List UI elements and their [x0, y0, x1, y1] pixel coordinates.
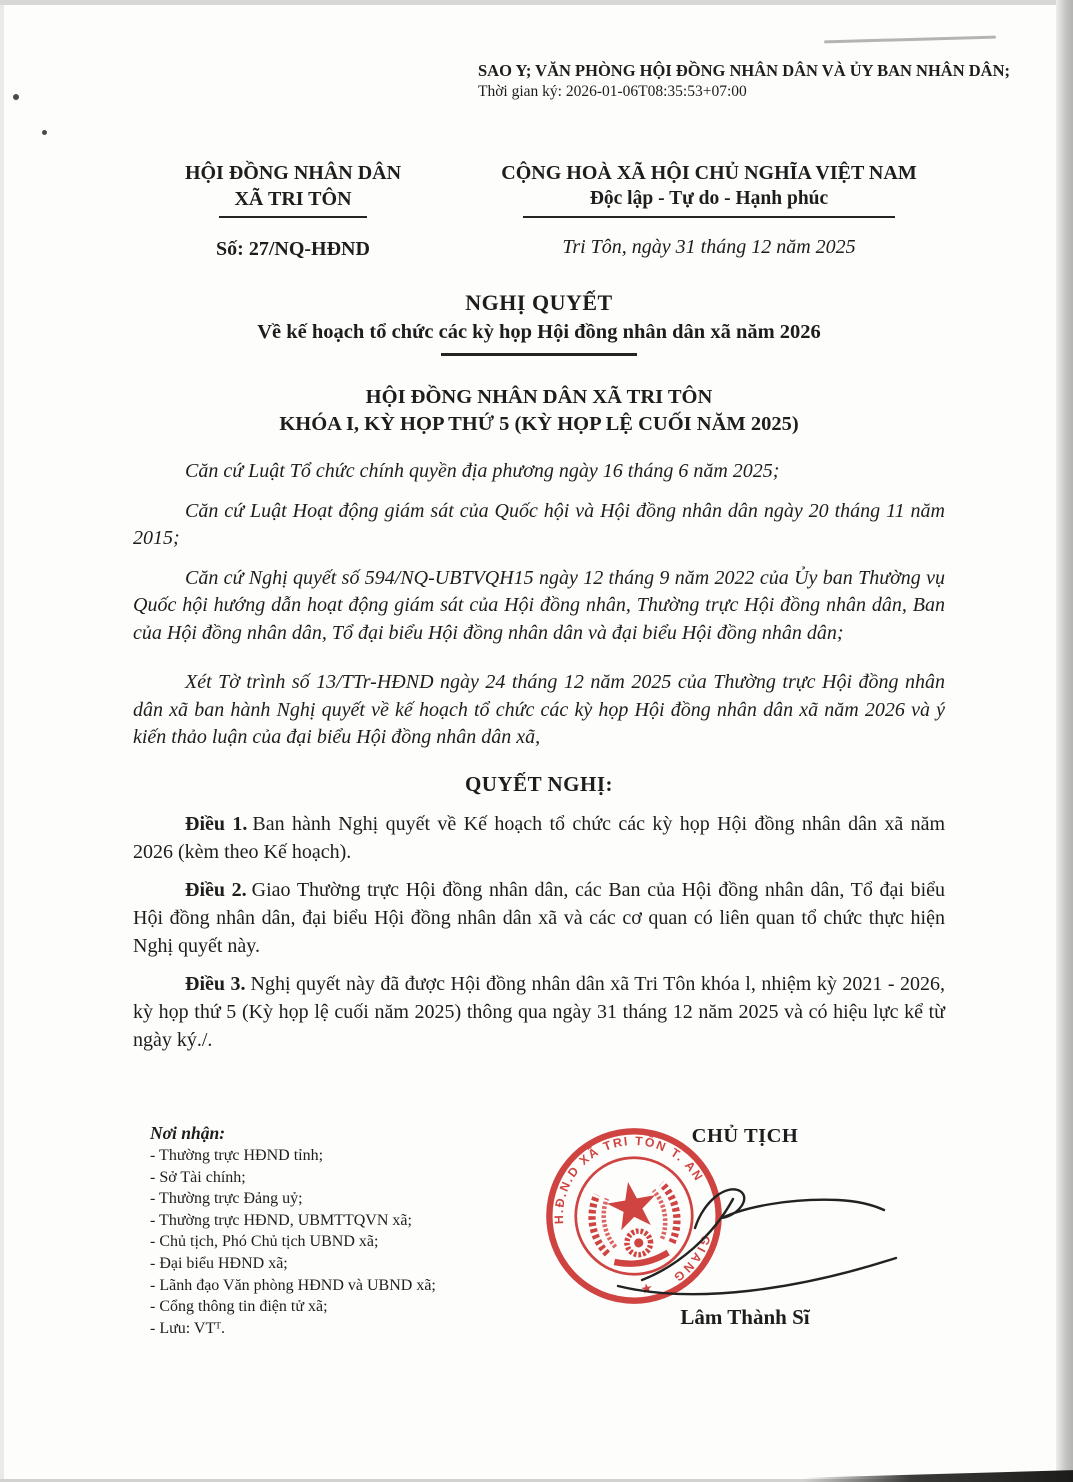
article-1 — [133, 810, 945, 866]
article-3-label: Điều 3. — [185, 972, 246, 995]
certification-text: SAO Y; VĂN PHÒNG HỘI ĐỒNG NHÂN DÂN VÀ ỦY BAN NHÂN DÂN; — [478, 61, 1010, 80]
recipient-item: - Chủ tịch, Phó Chủ tịch UBND xã; — [150, 1233, 379, 1251]
preamble-paragraph: Căn cứ Luật Hoạt động giám sát của Quốc hội và Hội đồng nhân dân ngày 20 tháng 11 năm 2015; — [133, 499, 945, 549]
scan-edge-top — [0, 0, 1073, 5]
national-title: CỘNG HOÀ XÃ HỘI CHỦ NGHĨA VIỆT NAM — [501, 162, 917, 184]
preamble-paragraph: Căn cứ Nghị quyết số 594/NQ-UBTVQH15 ngày 12 tháng 9 năm 2022 của Ủy ban Thường vụ Quốc hội hướng dẫn hoạt động giám sát của Hội đồng nhân, Thường trực Hội đồng nhân dân, Ban của Hội đồng nhân dân, Tổ đại biểu Hội đồng nhân dân và đại biểu Hội đồng nhân dân; — [133, 566, 945, 644]
article-2-text: Giao Thường trực Hội đồng nhân dân, các Ban của Hội đồng nhân dân, Tổ đại biểu Hội đồng nhân dân, đại biểu Hội đồng nhân dân xã và các cơ quan có liên quan tổ chức thực hiện Nghị quyết này. — [133, 878, 945, 957]
council-session-heading — [133, 384, 945, 438]
handwritten-signature — [600, 1158, 910, 1308]
scan-smudge — [824, 36, 996, 44]
article-1-label: Điều 1. — [185, 812, 248, 835]
certification-signing-time: Thời gian ký: 2026-01-06T08:35:53+07:00 — [478, 83, 747, 100]
articles — [133, 810, 945, 1054]
recipient-item: - Thường trực Đảng uỷ; — [150, 1190, 303, 1208]
scan-edge-left — [0, 5, 4, 1482]
article-2 — [133, 876, 945, 960]
recipient-item: - Sở Tài chính; — [150, 1168, 246, 1186]
article-1-text: Ban hành Nghị quyết về Kế hoạch tổ chức các kỳ họp Hội đồng nhân dân xã năm 2026 (kèm theo Kế hoạch). — [133, 812, 946, 863]
preamble — [133, 458, 945, 752]
place-and-date: Tri Tôn, ngày 31 tháng 12 năm 2025 — [562, 236, 856, 258]
scan-corner-shadow — [803, 1468, 1073, 1482]
seal-ring-text: H.Đ.N.D XÃ TRI TÔN T. AN — [551, 1133, 707, 1225]
document-number: Số: 27/NQ-HĐND — [216, 238, 370, 260]
recipient-item: - Thường trực HĐND tỉnh; — [150, 1147, 324, 1164]
digital-certification-block — [478, 60, 1053, 102]
recipients-heading: Nơi nhận: — [150, 1123, 226, 1143]
national-subtitle: Độc lập - Tự do - Hạnh phúc — [589, 188, 829, 209]
document-type-title: NGHỊ QUYẾT — [465, 290, 613, 315]
issuing-authority — [133, 160, 453, 261]
scan-speck — [13, 94, 19, 100]
recipient-item: - Lãnh đạo Văn phòng HĐND và UBND xã; — [150, 1276, 436, 1294]
preamble-paragraph: Xét Tờ trình số 13/TTr-HĐND ngày 24 tháng 12 năm 2025 của Thường trực Hội đồng nhân dân xã ban hành Nghị quyết về kế hoạch tổ chức các kỳ họp Hội đồng nhân dân xã năm 2026 và ý kiến thảo luận của đại biểu Hội đồng nhân dân xã, — [133, 671, 945, 748]
scan-edge-right — [1056, 0, 1073, 1482]
signature-graphic — [600, 1158, 910, 1308]
recipient-item: - Lưu: VTᵀ. — [150, 1319, 226, 1337]
resolve-heading: QUYẾT NGHỊ: — [464, 771, 614, 796]
council-name: HỘI ĐỒNG NHÂN DÂN XÃ TRI TÔN — [365, 386, 713, 408]
document-subject: Về kế hoạch tổ chức các kỳ họp Hội đồng nhân dân xã năm 2026 — [257, 321, 821, 343]
seal-star-bottom: ★ — [639, 1280, 655, 1298]
preamble-paragraph: Căn cứ Luật Tổ chức chính quyền địa phương ngày 16 tháng 6 năm 2025; — [185, 460, 780, 482]
national-motto — [473, 160, 945, 259]
seal-bottom-text: GIANG — [669, 1233, 714, 1286]
signer-name: Lâm Thành Sĩ — [680, 1305, 810, 1329]
document-header — [133, 160, 945, 261]
article-2-label: Điều 2. — [185, 878, 247, 901]
session-name: KHÓA I, KỲ HỌP THỨ 5 (KỲ HỌP LỆ CUỐI NĂM 2025) — [279, 413, 799, 435]
motto-underline — [523, 216, 895, 218]
recipient-item: - Đại biểu HĐND xã; — [150, 1254, 288, 1272]
recipient-item: - Thường trực HĐND, UBMTTQVN xã; — [150, 1211, 412, 1229]
issuer-name-line1: HỘI ĐỒNG NHÂN DÂN — [184, 162, 402, 184]
title-underline — [441, 353, 637, 356]
article-3 — [133, 970, 945, 1054]
issuer-name-line2: XÃ TRI TÔN — [234, 188, 352, 210]
recipient-item: - Cổng thông tin điện tử xã; — [150, 1298, 328, 1316]
scan-speck — [42, 130, 47, 135]
document-body — [133, 160, 945, 1054]
recipients-block — [150, 1121, 590, 1339]
article-3-text: Nghị quyết này đã được Hội đồng nhân dân xã Tri Tôn khóa l, nhiệm kỳ 2021 - 2026, kỳ họp thứ 5 (Kỳ họp lệ cuối năm 2025) thông qua ngày 31 tháng 12 năm 2025 và có hiệu lực kể từ ngày ký./. — [133, 972, 946, 1051]
issuer-underline — [219, 216, 367, 218]
document-title-block — [133, 289, 945, 356]
signer-title: CHỦ TỊCH — [691, 1125, 799, 1147]
